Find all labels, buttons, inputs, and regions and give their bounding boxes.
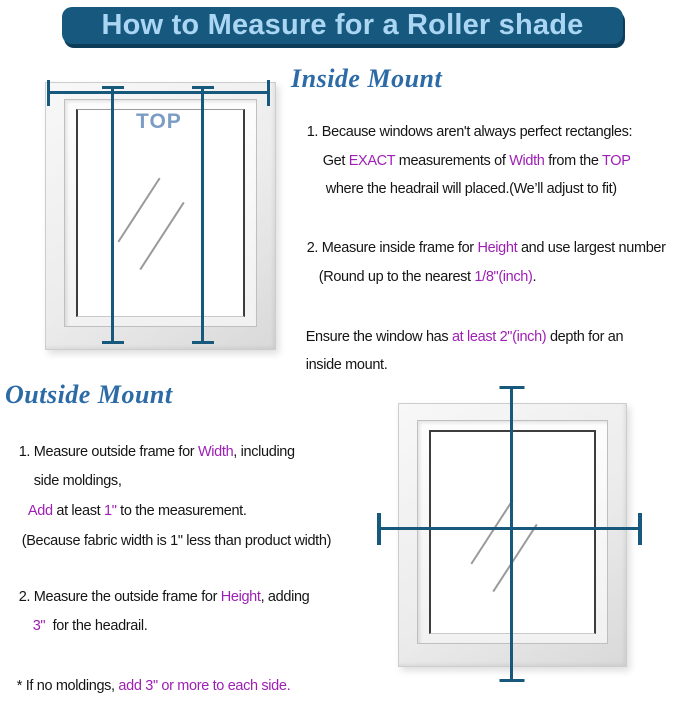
highlight-text: TOP [602,153,631,169]
text-segment: Get [322,153,349,169]
inside-note-line2 [291,338,387,392]
text-segment: and use largest number [517,240,666,256]
inside-item2-line2 [304,250,536,304]
text-segment: 2. Measure the outside frame for [18,589,221,605]
glass-reflection-line [139,202,184,270]
width-measure-line [47,91,270,94]
highlight-text: Height [477,240,518,256]
highlight-text: Width [509,153,545,169]
text-segment: for the headrail. [45,618,148,634]
outside-note-line [2,659,290,713]
inside-item1-line3 [311,162,617,216]
glass-reflection-line [117,178,160,243]
text-segment: where the headrail will placed.(We’ll adjust to fit) [325,181,617,197]
highlight-text: add 3" or more to each side. [118,678,291,694]
glass-reflection-line [470,500,513,565]
text-segment: 1. Because windows aren't always perfect rectangles: [306,124,633,140]
height-measure-line [510,386,513,682]
highlight-text: 3" [32,618,46,634]
text-segment: , including [233,444,295,460]
text-segment: (Because fabric width is 1" less than product width) [21,533,332,549]
text-segment: inside mount. [305,357,388,373]
highlight-text: Add [27,503,53,519]
highlight-text: Width [197,444,234,460]
text-segment: from the [544,153,603,169]
outside-item2-line2 [18,599,147,653]
height-measure-line-left [111,86,114,344]
text-segment: , adding [260,589,310,605]
title-banner [62,7,623,44]
text-segment: . [532,269,537,285]
text-segment: measurements of [395,153,510,169]
height-measure-line-right [201,86,204,344]
outside-item1-line4 [7,514,331,568]
text-segment: Ensure the window has [305,329,452,345]
text-segment: side moldings, [33,473,122,489]
window-glass [76,109,245,317]
inside-mount-heading: Inside Mount [291,64,443,93]
highlight-text: EXACT [348,153,396,169]
highlight-text: 1/8"(inch) [474,269,533,285]
text-segment: * If no moldings, [16,678,119,694]
top-label: TOP [136,110,182,133]
inside-mount-window-illustration [45,82,276,350]
highlight-text: Height [220,589,261,605]
outside-mount-heading: Outside Mount [5,380,173,409]
page-title: How to Measure for a Roller shade [101,9,584,41]
text-segment: to the measurement. [116,503,247,519]
text-segment: (Round up to the nearest [318,269,475,285]
text-segment: 2. Measure inside frame for [306,240,478,256]
text-segment: at least [52,503,104,519]
highlight-text: 1" [103,503,117,519]
width-measure-line [377,527,642,530]
highlight-text: at least 2"(inch) [451,329,547,345]
text-segment: 1. Measure outside frame for [18,444,198,460]
glass-reflection-line [492,524,537,592]
text-segment: depth for an [546,329,624,345]
